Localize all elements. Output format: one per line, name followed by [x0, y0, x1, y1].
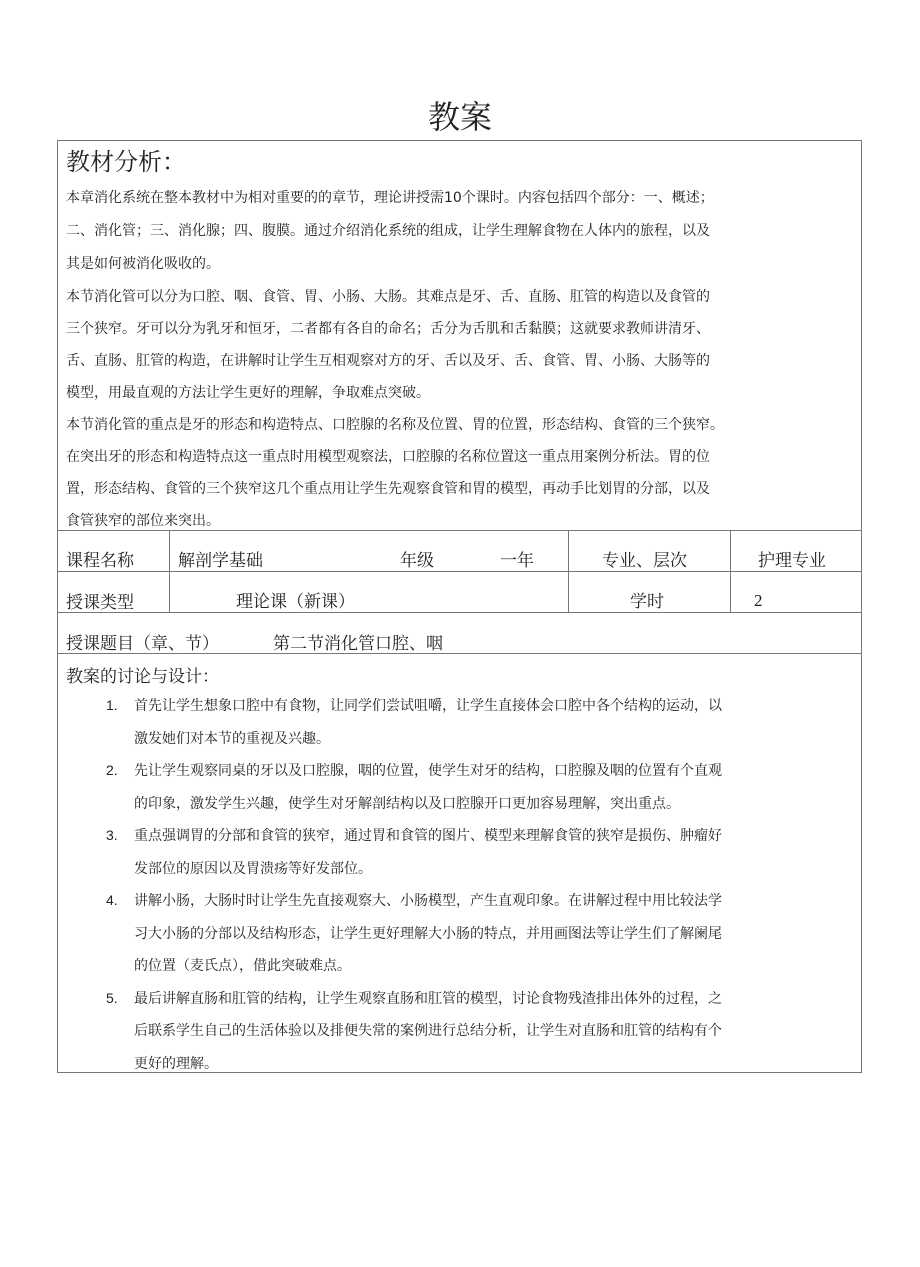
row-divider [57, 571, 862, 572]
list-item-line: 习大小肠的分部以及结构形态，让学生更好理解大小肠的特点，并用画图法等让学生们了解阑尾 [134, 925, 722, 942]
list-item-line: 最后讲解直肠和肛管的结构，让学生观察直肠和肛管的模型，讨论食物残渣排出体外的过程，之 [134, 990, 722, 1007]
page-title: 教案 [427, 98, 492, 136]
list-item-line: 发部位的原因以及胃溃疡等好发部位。 [134, 860, 372, 877]
major-label: 专业、层次 [602, 551, 687, 571]
list-item-line: 重点强调胃的分部和食管的狭窄，通过胃和食管的图片、模型来理解食管的狭窄是损伤、肿瘤好 [134, 828, 722, 844]
design-heading: 教案的讨论与设计： [66, 667, 219, 687]
list-item-line: 的印象，激发学生兴趣，使学生对牙解剖结构以及口腔腺开口更加容易理解，突出重点。 [134, 795, 680, 812]
list-item-number: 1. [106, 697, 118, 713]
list-item-line: 后联系学生自己的生活体验以及排便失常的案例进行总结分析，让学生对直肠和肛管的结构有个 [134, 1023, 722, 1039]
major-value: 护理专业 [758, 551, 826, 571]
analysis-line: 置，形态结构、食管的三个狭窄这几个重点用让学生先观察食管和胃的模型，再动手比划胃的分部，以及 [66, 481, 710, 497]
analysis-line: 食管狭窄的部位来突出。 [66, 513, 220, 529]
list-item-line: 先让学生观察同桌的牙以及口腔腺，咽的位置，使学生对牙的结构，口腔腺及咽的位置有个直观 [134, 763, 722, 779]
list-item-line: 激发她们对本节的重视及兴趣。 [134, 730, 330, 747]
analysis-line: 在突出牙的形态和构造特点这一重点时用模型观察法，口腔腺的名称位置这一重点用案例分析法。胃的位 [66, 449, 710, 465]
grade-label: 年级 [400, 551, 434, 571]
lesson-type-label: 授课类型 [66, 593, 134, 613]
analysis-line: 模型，用最直观的方法让学生更好的理解，争取难点突破。 [66, 385, 430, 401]
analysis-line: 二、消化管；三、消化腺；四、腹膜。通过介绍消化系统的组成，让学生理解食物在人体内的旅程，以及 [66, 223, 710, 239]
column-divider [169, 530, 170, 612]
analysis-line: 其是如何被消化吸收的。 [66, 256, 220, 272]
list-item-number: 2. [106, 762, 118, 778]
list-item-line: 首先让学生想象口腔中有食物，让同学们尝试咀嚼，让学生直接体会口腔中各个结构的运动，以 [134, 698, 722, 714]
lesson-type-value: 理论课（新课） [236, 592, 355, 612]
list-item-line: 的位置（麦氏点），借此突破难点。 [134, 958, 351, 974]
topic-value: 第二节消化管口腔、咽 [273, 634, 443, 654]
analysis-line: 舌、直肠、肛管的构造，在讲解时让学生互相观察对方的牙、舌以及牙、舌、食管、胃、小肠、大肠等的 [66, 353, 710, 369]
analysis-line: 本节消化管的重点是牙的形态和构造特点、口腔腺的名称及位置、胃的位置，形态结构、食管的三个狭窄。 [66, 417, 724, 433]
list-item-number: 4. [106, 892, 118, 908]
row-divider [57, 612, 862, 613]
hours-label: 学时 [630, 592, 664, 612]
analysis-line: 本节消化管可以分为口腔、咽、食管、胃、小肠、大肠。其难点是牙、舌、直肠、肛管的构造以及食管的 [66, 289, 710, 305]
list-item-line: 讲解小肠，大肠时时让学生先直接观察大、小肠模型，产生直观印象。在讲解过程中用比较法学 [134, 893, 722, 909]
list-item-number: 3. [106, 827, 118, 843]
course-name-value: 解剖学基础 [178, 551, 263, 571]
topic-label: 授课题目（章、节） [66, 634, 219, 654]
hours-value: 2 [754, 591, 763, 610]
list-item-number: 5. [106, 989, 118, 1006]
column-divider [568, 530, 569, 612]
course-name-label: 课程名称 [66, 551, 134, 571]
analysis-heading: 教材分析： [66, 148, 186, 176]
analysis-line: 本章消化系统在整本教材中为相对重要的的章节，理论讲授需10个课时。内容包括四个部分：一、概述； [66, 190, 714, 206]
list-item-line: 更好的理解。 [134, 1055, 218, 1072]
row-divider [57, 530, 862, 531]
column-divider [730, 530, 731, 612]
analysis-line: 三个狭窄。牙可以分为乳牙和恒牙，二者都有各自的命名；舌分为舌肌和舌黏膜；这就要求教师讲清牙、 [66, 321, 710, 337]
grade-value: 一年 [500, 551, 534, 571]
